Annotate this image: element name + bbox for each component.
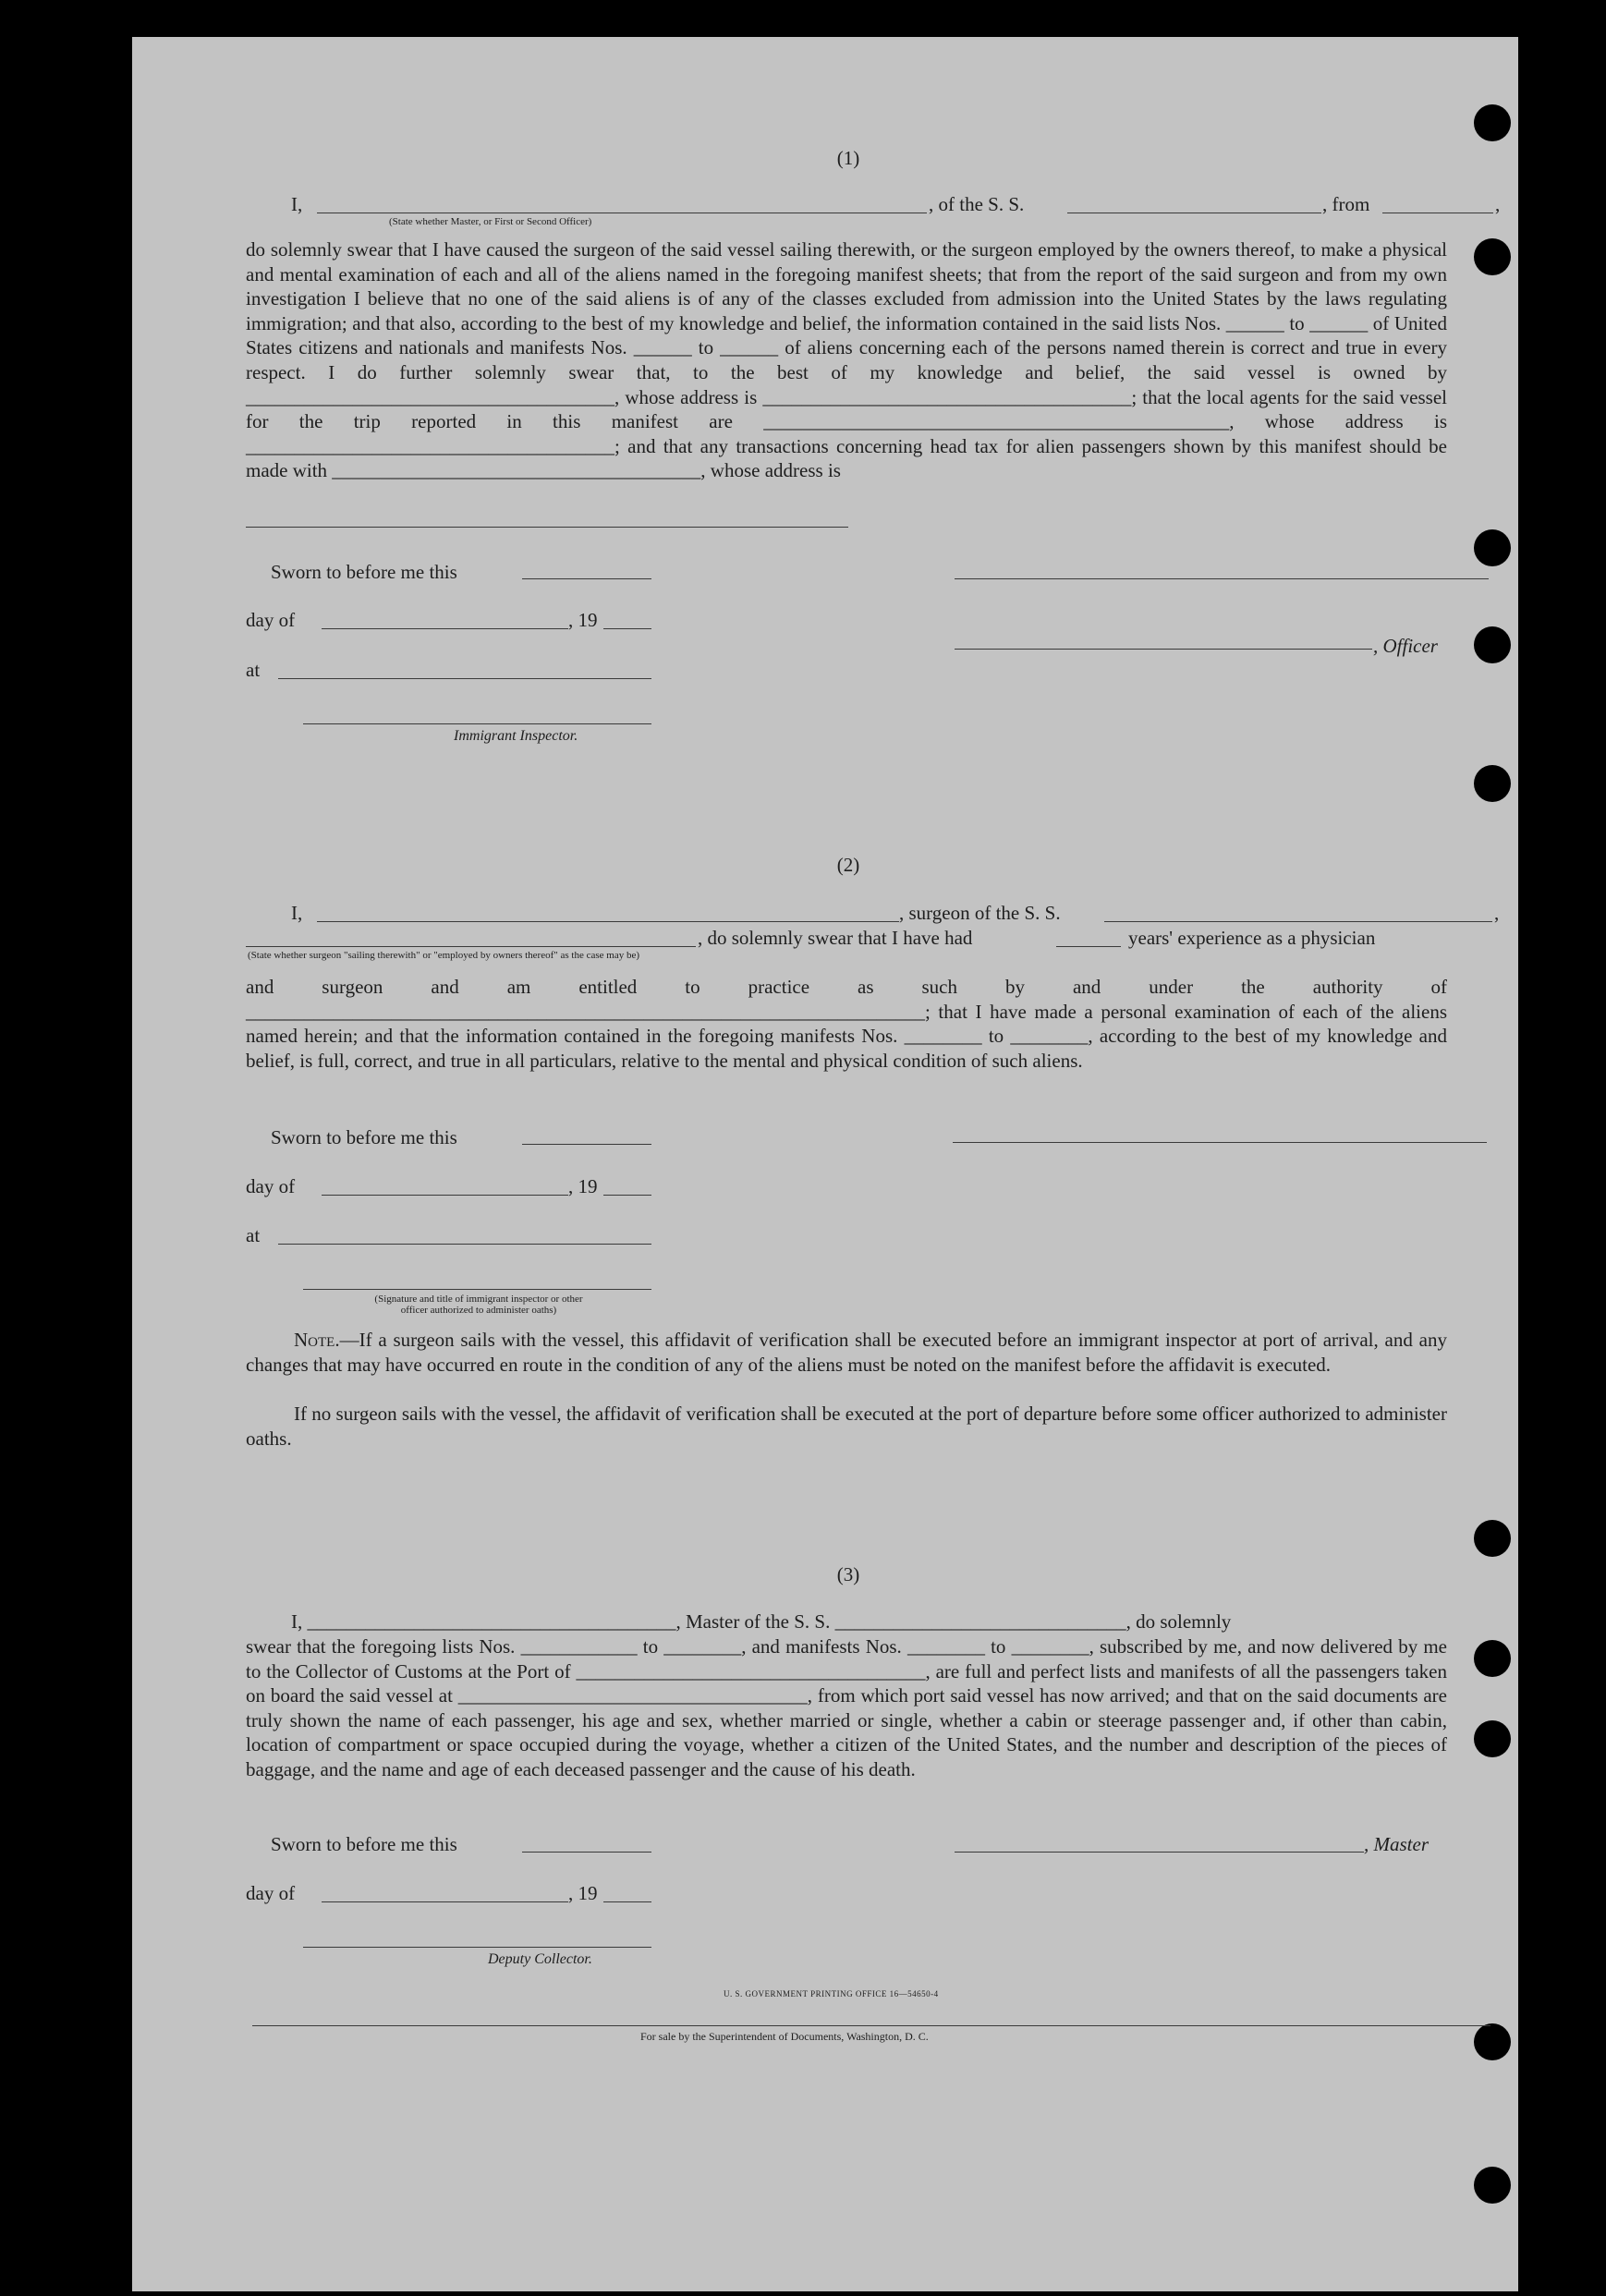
deputy-label: Deputy Collector. <box>488 1951 592 1967</box>
year-label: , 19 <box>568 1882 598 1904</box>
form-page <box>132 37 1518 2291</box>
note-label: Note. <box>294 1329 340 1351</box>
punch-hole <box>1474 1640 1511 1677</box>
note-paragraph <box>246 1328 1447 1377</box>
oath-paragraph-3-lead: I, ______________________________________, Master of the S. S. ______________________________, do solemnly <box>291 1610 1232 1633</box>
inspector-label: Immigrant Inspector. <box>454 728 578 744</box>
officer-signature-line[interactable] <box>955 649 1372 650</box>
year-field[interactable] <box>603 1195 651 1196</box>
punch-hole <box>1474 529 1511 566</box>
at-place-field[interactable] <box>278 1244 651 1245</box>
punch-hole <box>1474 104 1511 141</box>
swear-label: , do solemnly swear that I have had <box>698 927 973 949</box>
surgeon-name-field[interactable] <box>317 921 899 922</box>
punch-hole <box>1474 1520 1511 1557</box>
section-number: (1) <box>836 147 860 169</box>
i-label: I, <box>291 193 303 215</box>
sworn-date-field[interactable] <box>522 578 651 579</box>
years-label: years' experience as a physician <box>1128 927 1376 949</box>
comma: , <box>1494 902 1500 924</box>
vessel-name-field[interactable] <box>1104 921 1492 922</box>
sale-note: For sale by the Superintendent of Documents, Washington, D. C. <box>640 2030 929 2043</box>
oath-paragraph-2: and surgeon and am entitled to practice as such by and under the authority of ______________________________________________________________________; that I have made a personal examination of each of the aliens named herein; and that the information contained in the foregoing manifests Nos. ________ to ________, according to the best of my knowledge and belief, is full, correct, and true in all particulars, relative to the mental and physical condition of such aliens. <box>246 976 1447 1072</box>
from-label: , from <box>1322 193 1370 215</box>
master-signature-line[interactable] <box>955 1852 1364 1853</box>
at-label: at <box>246 1224 261 1246</box>
surgeon-state-note: (State whether surgeon "sailing therewith" or "employed by owners thereof" as the case may be) <box>248 950 640 961</box>
year-label: , 19 <box>568 609 598 631</box>
inspector-signature-line[interactable] <box>303 723 651 724</box>
punch-hole <box>1474 626 1511 663</box>
sworn-label: Sworn to before me this <box>271 1126 457 1148</box>
day-field[interactable] <box>322 1901 568 1902</box>
sworn-label: Sworn to before me this <box>271 561 457 583</box>
note-paragraph-2 <box>246 1402 1447 1451</box>
of-ss-label: , of the S. S. <box>929 193 1025 215</box>
sworn-date-field[interactable] <box>522 1852 651 1853</box>
year-field[interactable] <box>603 1901 651 1902</box>
day-of-label: day of <box>246 1175 296 1197</box>
comma: , <box>1495 193 1501 215</box>
state-note: (State whether Master, or First or Second Officer) <box>389 216 592 227</box>
punch-hole <box>1474 2023 1511 2060</box>
at-place-field[interactable] <box>278 678 651 679</box>
surgeon-of-label: , surgeon of the S. S. <box>899 902 1061 924</box>
sworn-label: Sworn to before me this <box>271 1833 457 1855</box>
collector-signature-line[interactable] <box>303 1947 651 1948</box>
oath-paragraph-1: do solemnly swear that I have caused the surgeon of the said vessel sailing therewith, or the surgeon employed by the owners thereof, to make a physical and mental examination of each and all of the aliens named in the foregoing manifest sheets; that from the report of the said surgeon and from my own investigation I believe that no one of the said aliens is of any of the classes excluded from admission into the United States by the laws regulating immigration; and that also, according to the best of my knowledge and belief, the information contained in the said lists Nos. ______ to ______ of United States citizens and nationals and manifests Nos. ______ to ______ of aliens concerning each of the persons named therein is correct and true in every respect. I do further solemnly swear that, to the best of my knowledge and belief, the said vessel is owned by ______________________________________, whose address is ______________________________________; that the local agents for the said vessel for the trip reported in this manifest are ________________________________________________, whose address is ______________________________________; and that any transactions concerning head tax for alien passengers shown by this manifest should be made with ______________________________________, whose address is <box>246 238 1447 482</box>
punch-hole <box>1474 2167 1511 2204</box>
day-field[interactable] <box>322 1195 568 1196</box>
years-field[interactable] <box>1056 946 1121 947</box>
officer-label: , Officer <box>1373 635 1438 657</box>
punch-hole <box>1474 765 1511 802</box>
footer-rule <box>252 2025 1490 2026</box>
year-label: , 19 <box>568 1175 598 1197</box>
signature-note: (Signature and title of immigrant inspector or other officer authorized to administer oaths) <box>374 1294 583 1316</box>
surgeon-status-field[interactable] <box>246 946 696 947</box>
day-field[interactable] <box>322 628 568 629</box>
at-label: at <box>246 659 261 681</box>
sworn-date-field[interactable] <box>522 1144 651 1145</box>
gpo-imprint: U. S. GOVERNMENT PRINTING OFFICE 16—54650-4 <box>724 1989 939 1998</box>
address-continuation-line[interactable] <box>246 527 848 528</box>
note-text: —If a surgeon sails with the vessel, this affidavit of verification shall be executed before an immigrant inspector at port of arrival, and any changes that may have occurred en route in the condition of any of the aliens must be noted on the manifest before the affidavit is executed. <box>246 1329 1447 1376</box>
surgeon-signature-line[interactable] <box>953 1142 1487 1143</box>
signature-line[interactable] <box>955 578 1489 579</box>
punch-hole <box>1474 1720 1511 1757</box>
section-number: (2) <box>836 854 860 876</box>
day-of-label: day of <box>246 1882 296 1904</box>
day-of-label: day of <box>246 609 296 631</box>
inspector-signature-line[interactable] <box>303 1289 651 1290</box>
section-number: (3) <box>836 1563 860 1585</box>
master-label: , Master <box>1364 1833 1429 1855</box>
note-text-2: If no surgeon sails with the vessel, the affidavit of verification shall be executed at the port of departure before some officer authorized to administer oaths. <box>246 1403 1447 1450</box>
year-field[interactable] <box>603 628 651 629</box>
punch-hole <box>1474 238 1511 275</box>
oath-paragraph-3: swear that the foregoing lists Nos. ____________ to ________, and manifests Nos. ________ to ________, subscribed by me, and now delivered by me to the Collector of Customs at the Port of ____________________________________, are full and perfect lists and manifests of all the passengers taken on board the said vessel at ____________________________________, from which port said vessel has now arrived; and that on the said documents are truly shown the name of each passenger, his age and sex, whether married or single, whether a cabin or steerage passenger and, if other than cabin, location of compartment or space occupied during the voyage, whether a citizen of the United States, and the number and description of the pieces of baggage, and the name and age of each deceased passenger and the cause of his death. <box>246 1635 1447 1780</box>
i-label: I, <box>291 902 303 924</box>
